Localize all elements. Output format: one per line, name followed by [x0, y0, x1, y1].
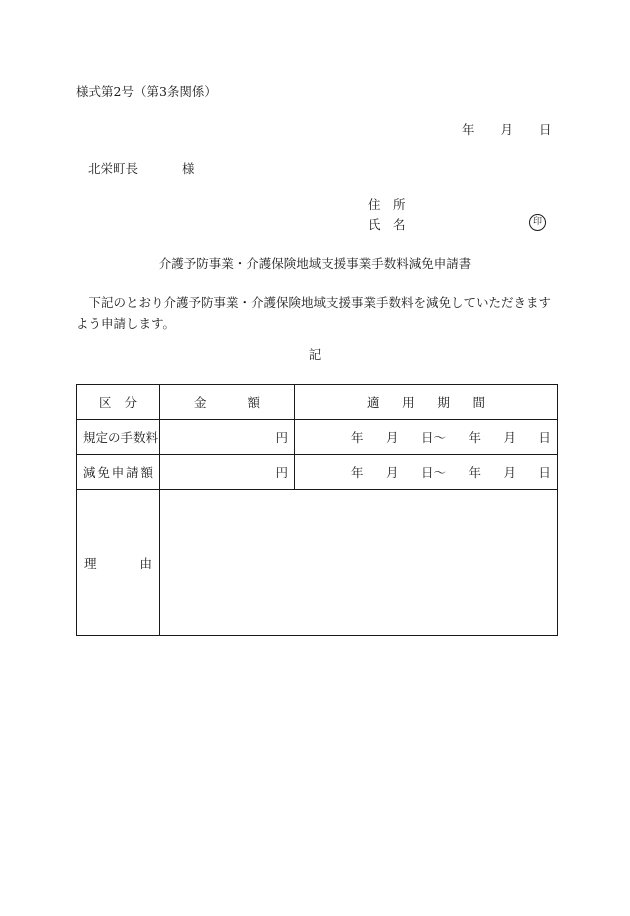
period-year: 年 — [468, 430, 481, 445]
header-period-char: 適 — [367, 395, 380, 410]
header-period-char: 期 — [437, 395, 450, 410]
seal-mark: 印 — [529, 214, 546, 231]
header-period-char: 間 — [472, 395, 485, 410]
header-kingaku-char: 額 — [247, 395, 260, 410]
yen-unit: 円 — [275, 430, 288, 445]
row-label-char: 手 — [120, 430, 134, 445]
header-kingaku — [160, 385, 295, 420]
ki-heading: 記 — [308, 347, 322, 362]
row-label-char: 免 — [97, 465, 110, 480]
row-label-char: 額 — [140, 465, 153, 480]
table-row — [77, 420, 558, 455]
period-year: 年 — [351, 430, 364, 445]
application-table — [76, 384, 558, 636]
period-year: 年 — [351, 465, 364, 480]
period-month: 月 — [503, 430, 516, 445]
reason-field[interactable] — [160, 490, 558, 636]
reason-row — [77, 490, 558, 636]
header-kubun — [77, 385, 160, 420]
row-label-char: 料 — [145, 430, 159, 445]
row-label-char: の — [108, 430, 121, 445]
addressee-honorific: 様 — [182, 161, 195, 176]
date-day-label: 日 — [539, 122, 552, 137]
address-label: 住 所 — [368, 197, 406, 212]
period-month: 月 — [385, 430, 399, 445]
amount-cell[interactable] — [160, 420, 295, 455]
row-label-char: 定 — [95, 430, 109, 445]
row-label-char: 申 — [111, 465, 125, 480]
form-number: 様式第2号（第3条関係） — [76, 84, 217, 99]
body-text: 下記のとおり介護予防事業・介護保険地域支援事業手数料を減免していただきますよう申請します。 — [76, 295, 552, 331]
reason-label-char: 理 — [84, 555, 97, 571]
period-month: 月 — [385, 465, 399, 480]
period-cell[interactable] — [295, 420, 558, 455]
period-month: 月 — [503, 465, 516, 480]
amount-cell[interactable] — [160, 455, 295, 490]
table-header-row — [77, 385, 558, 420]
name-label: 氏 名 — [368, 217, 406, 232]
period-year: 年 — [468, 465, 481, 480]
reason-label — [77, 490, 160, 636]
addressee — [88, 163, 195, 176]
addressee-name: 北栄町長 — [88, 161, 139, 176]
header-kubun-char: 分 — [124, 395, 137, 410]
period-cell[interactable] — [295, 455, 558, 490]
header-period — [295, 385, 558, 420]
row-label-char: 規 — [83, 430, 96, 445]
period-day-from: 日〜 — [420, 430, 446, 445]
header-kingaku-char: 金 — [194, 395, 207, 410]
row-label-char: 請 — [126, 465, 139, 480]
yen-unit: 円 — [275, 465, 288, 480]
reason-label-char: 由 — [139, 555, 152, 571]
document-title: 介護予防事業・介護保険地域支援事業手数料減免申請書 — [158, 256, 472, 271]
row-label-regular-fee — [77, 420, 160, 455]
table-row — [77, 455, 558, 490]
header-period-char: 用 — [402, 395, 415, 410]
period-day: 日 — [538, 465, 551, 480]
row-label-char: 数 — [133, 430, 146, 445]
date-year-label: 年 — [462, 122, 475, 137]
date-month-label: 月 — [500, 122, 514, 137]
date-line — [462, 124, 552, 137]
period-day: 日 — [538, 430, 551, 445]
row-label-reduction-amount — [77, 455, 160, 490]
row-label-char: 減 — [83, 465, 96, 480]
period-day-from: 日〜 — [420, 465, 446, 480]
header-kubun-char: 区 — [99, 395, 112, 410]
